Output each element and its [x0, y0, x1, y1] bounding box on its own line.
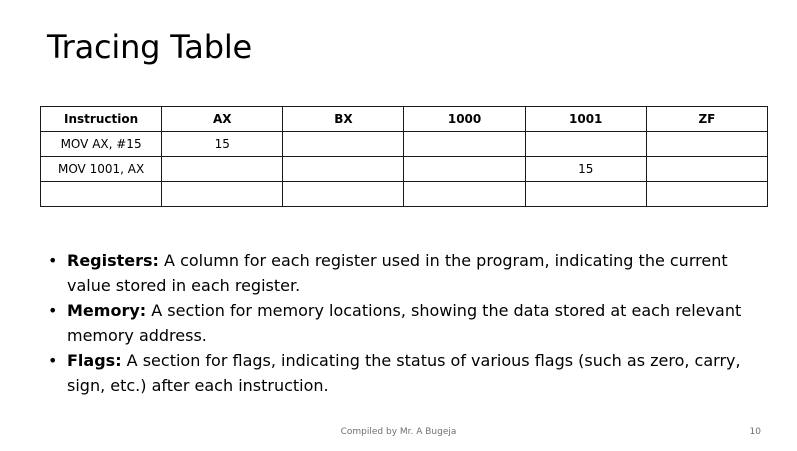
header-instruction: Instruction	[41, 107, 162, 132]
table-cell	[283, 132, 404, 157]
bullet-term: Registers:	[67, 251, 159, 270]
footer-credit: Compiled by Mr. A Bugeja	[340, 427, 457, 437]
table-cell	[404, 157, 525, 182]
table-cell	[404, 182, 525, 207]
tracing-table	[40, 106, 768, 207]
table-cell	[283, 157, 404, 182]
bullet-term: Memory:	[67, 301, 147, 320]
page-number: 10	[749, 427, 761, 437]
table-row	[41, 182, 768, 207]
bullet-text: A section for memory locations, showing the data stored at each relevant memory address.	[67, 301, 742, 345]
table-cell	[162, 182, 283, 207]
header-bx: BX	[283, 107, 404, 132]
table-cell	[283, 182, 404, 207]
table-cell	[525, 132, 646, 157]
table-header-row	[41, 107, 768, 132]
bullet-text: A column for each register used in the program, indicating the current value stored in each register.	[67, 251, 728, 295]
bullet-term: Flags:	[67, 351, 122, 370]
table-cell: MOV 1001, AX	[41, 157, 162, 182]
table-cell: 15	[162, 132, 283, 157]
slide-title: Tracing Table	[47, 28, 253, 66]
table-cell	[646, 182, 767, 207]
table-cell	[646, 132, 767, 157]
bullet-flags	[48, 348, 768, 398]
bullet-list	[48, 248, 768, 398]
bullet-memory	[48, 298, 768, 348]
table-cell: MOV AX, #15	[41, 132, 162, 157]
table-cell	[646, 157, 767, 182]
table-cell	[525, 182, 646, 207]
table-cell: 15	[525, 157, 646, 182]
header-zf: ZF	[646, 107, 767, 132]
header-ax: AX	[162, 107, 283, 132]
table-cell	[404, 132, 525, 157]
header-mem-1001: 1001	[525, 107, 646, 132]
bullet-text: A section for flags, indicating the status of various flags (such as zero, carry, sign, etc.) after each instruction.	[67, 351, 741, 395]
table-row	[41, 132, 768, 157]
table-cell	[162, 157, 283, 182]
bullet-registers	[48, 248, 768, 298]
table-cell	[41, 182, 162, 207]
header-mem-1000: 1000	[404, 107, 525, 132]
table-row	[41, 157, 768, 182]
